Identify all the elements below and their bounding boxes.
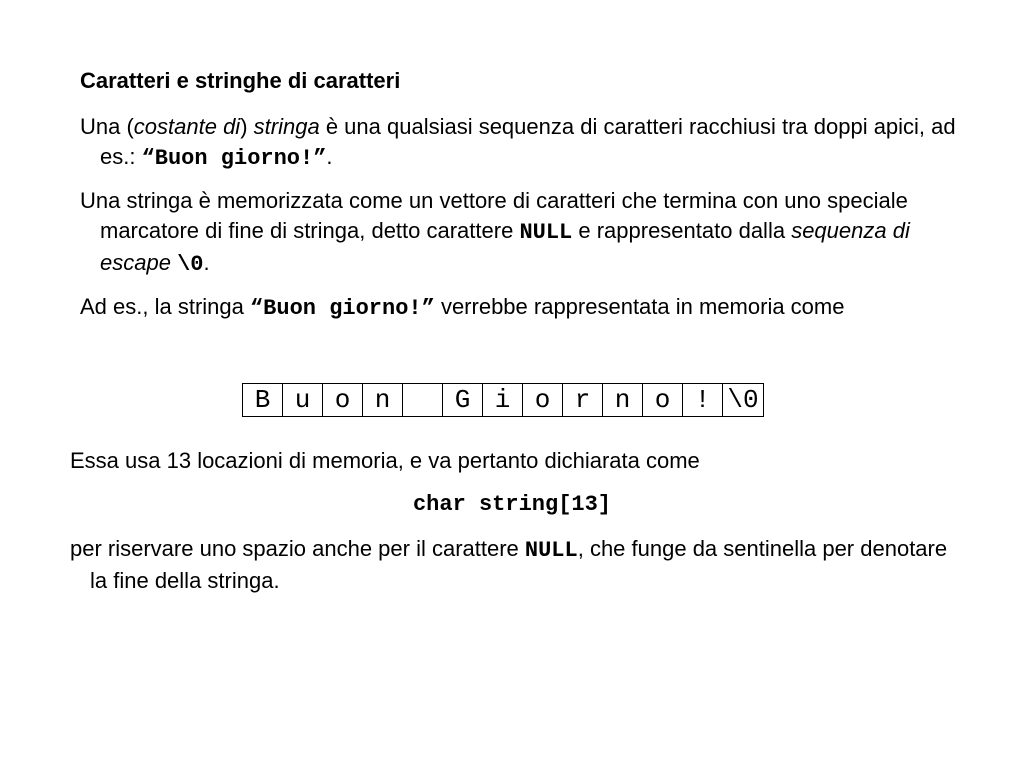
- memory-cells: [242, 383, 764, 417]
- paragraph-sentinel: [70, 534, 970, 596]
- paragraph-memory-example: [80, 292, 980, 324]
- code-escape: \0: [177, 252, 204, 277]
- text: , che funge da sentinella per denotare la fine della stringa.: [90, 536, 948, 593]
- slide-title: Caratteri e stringhe di caratteri: [80, 68, 401, 93]
- memory-cell: o: [323, 384, 363, 416]
- text: Una stringa è memorizzata come un vettore di caratteri che termina con uno speciale marcatore di fine di stringa, detto carattere: [80, 188, 908, 243]
- memory-cell: B: [243, 384, 283, 416]
- italic-text: costante di: [133, 114, 241, 139]
- memory-cell: \0: [727, 385, 759, 415]
- text: e rappresentato dalla: [572, 218, 792, 243]
- memory-cell: i: [483, 384, 523, 416]
- memory-cell: u: [283, 384, 323, 416]
- code-example: “Buon giorno!”: [249, 296, 435, 321]
- paragraph-null-terminator: [80, 186, 980, 280]
- text: .: [326, 144, 333, 169]
- italic-text: sequenza di escape: [100, 218, 910, 275]
- memory-cell: o: [523, 384, 563, 416]
- text: .: [203, 250, 210, 275]
- memory-cell: n: [363, 384, 403, 416]
- code-example: “Buon giorno!”: [141, 146, 327, 171]
- text: verrebbe rappresentata in memoria come: [434, 294, 845, 319]
- text: per riservare uno spazio anche per il carattere: [70, 536, 525, 561]
- code-null: NULL: [524, 538, 578, 563]
- memory-cell: o: [643, 384, 683, 416]
- memory-cell: G: [443, 384, 483, 416]
- memory-cell: r: [563, 384, 603, 416]
- memory-cell: !: [683, 384, 723, 416]
- paragraph-locations: Essa usa 13 locazioni di memoria, e va pertanto dichiarata come: [70, 448, 700, 473]
- memory-cell: n: [603, 384, 643, 416]
- memory-cell: [403, 384, 443, 416]
- text: ): [240, 114, 254, 139]
- italic-text: stringa: [253, 114, 320, 139]
- text: Una (: [80, 114, 134, 139]
- code-null: NULL: [519, 220, 573, 245]
- text: Ad es., la stringa: [80, 294, 250, 319]
- code-declaration: char string[13]: [412, 492, 612, 517]
- text: è una qualsiasi sequenza di caratteri racchiusi tra doppi apici, ad es.:: [100, 114, 956, 169]
- paragraph-string-definition: [80, 112, 980, 174]
